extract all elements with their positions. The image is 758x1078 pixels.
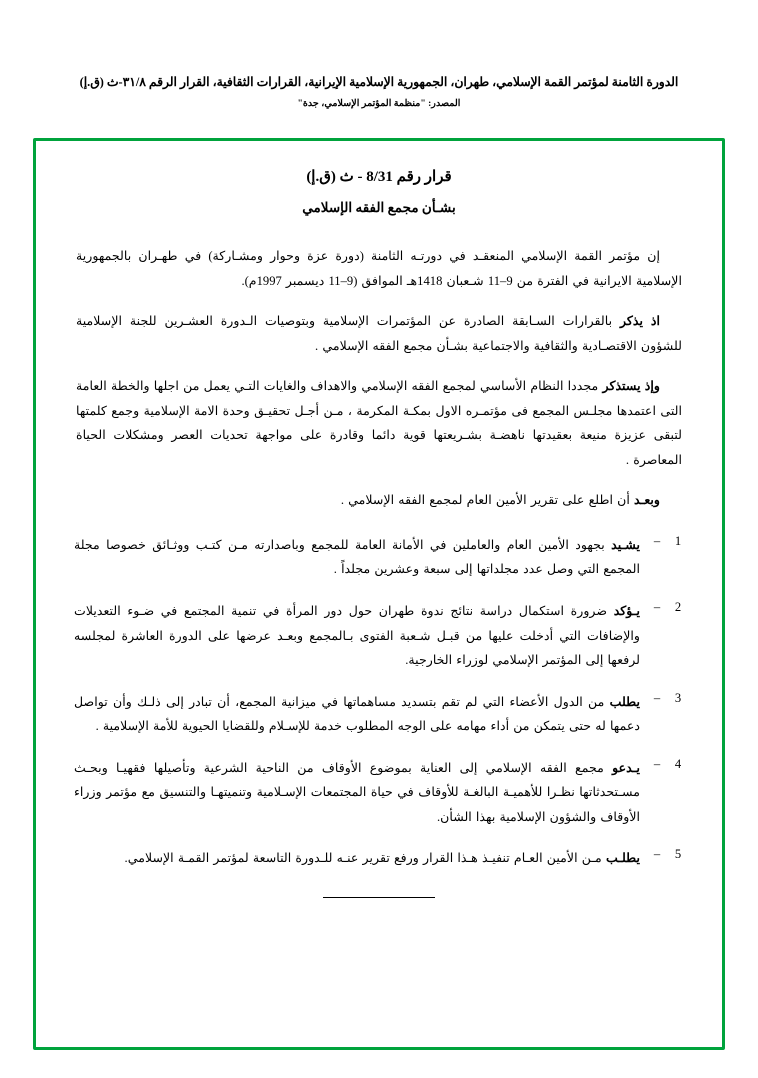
list-item (70, 690, 688, 739)
preamble-lead: وإذ يستذكر (602, 379, 660, 394)
preamble-paragraph (70, 374, 688, 472)
preamble-text: مجددا النظام الأساسي لمجمع الفقه الإسلامي والاهداف والغايات التـي يعمل من اجلها والخطة العامة التى اعتمدها مجلـس المجمع فى مؤتمـره الاول بمكـة المكرمة ، مـن أجـل تحقيـق وحدة الامة الإسلامية وجمع كلمتها لتبقى عزيزة منيعة بعقيدتها ناهضـة بشـريعتها قوية دائما وقادرة على مواجهة تحديات العصر ومشكلات الحياة المعاصرة . (76, 379, 682, 467)
item-text (70, 846, 646, 871)
item-body: مـن الأمين العـام تنفيـذ هـذا القرار ورفع تقرير عنـه للـدورة التاسعة لمؤتمر القمـة الإسلامي. (124, 851, 602, 866)
resolution-frame (33, 138, 725, 1050)
preamble-lead: اذ يذكر (619, 314, 660, 329)
preamble-paragraph (70, 244, 688, 293)
preamble-text: أن اطلع على تقرير الأمين العام لمجمع الفقه الإسلامي . (340, 493, 630, 508)
list-item (70, 756, 688, 830)
item-text (70, 533, 646, 582)
item-text (70, 599, 646, 673)
list-item (70, 533, 688, 582)
item-dash: – (653, 600, 661, 615)
page-header (0, 0, 758, 109)
item-number: 5 (674, 847, 682, 862)
preamble-paragraph (70, 309, 688, 358)
resolution-items (70, 533, 688, 871)
item-body: ضرورة استكمال دراسة نتائج ندوة طهران حول دور المرأة في تنمية المجتمع في ضـوء التعديلات والإضافات التي أدخلت عليها من قبـل شـعبة الفتوى بـالمجمع وبعـد عرضها على الدورة العاشرة لمجلسه لرفعها إلى المؤتمر الإسلامي لوزراء الخارجية. (74, 604, 640, 668)
item-number: 2 (674, 600, 682, 615)
item-text (70, 756, 646, 830)
footer-divider (323, 897, 435, 898)
header-source: المصدر: "منظمة المؤتمر الإسلامي، جدة" (297, 97, 461, 109)
item-number: 3 (674, 690, 682, 705)
item-body: من الدول الأعضاء التي لم تقم بتسديد مساهماتها في ميزانية المجمع، أن تبادر إلى ذلـك وأن تواصل دعمها له حتى يتمكن من أداء مهامه على الوجه المطلوب خدمة للإسـلام وللقضايا الحيوية للأمة الإسلامية . (74, 694, 640, 734)
item-lead: يشـيد (611, 537, 640, 552)
item-number: 4 (674, 756, 682, 771)
preamble-text: بالقرارات السـابقة الصادرة عن المؤتمرات الإسلامية وبتوصيات الـدورة العشـرين للجنة الإسلامية للشؤون الاقتصـادية والثقافية والاجتماعية بشـأن مجمع الفقه الإسلامي . (76, 314, 682, 353)
item-number: 1 (674, 533, 682, 548)
list-item (70, 599, 688, 673)
item-body: بجهود الأمين العام والعاملين في الأمانة العامة للمجمع وباصدارته مـن كتـب ووثـائق خصوصا مجلة المجمع التي وصل عدد مجلداتها إلى سبعة وعشرين مجلداً . (74, 537, 640, 577)
item-dash: – (653, 847, 661, 862)
item-lead: يطلـب (605, 851, 640, 866)
header-title: الدورة الثامنة لمؤتمر القمة الإسلامي، طهران، الجمهورية الإسلامية الإيرانية، القرارات الثقافية، القرار الرقم ٣١/٨-ث (ق.إ) (79, 75, 679, 89)
preamble-lead: وبعـد (634, 493, 660, 508)
item-lead: يطلب (609, 694, 640, 709)
item-dash: – (653, 690, 661, 705)
resolution-subtitle: بشـأن مجمع الفقه الإسلامي (302, 200, 456, 215)
item-body: مجمع الفقه الإسلامي إلى العناية بموضوع الأوقاف من الناحية الشرعية وتأصيلها فقهيـا وبحـث مسـتحدثاتها نظـرا للأهميـة البالغـة للأوقاف في حياة المجتمعات الإسـلامية وتنميتهـا والتنسيق مع مؤتمر وزراء الأوقاف والشؤون الإسلامية بهذا الشأن. (74, 760, 640, 824)
item-dash: – (653, 756, 661, 771)
list-item (70, 846, 688, 871)
resolution-title: قرار رقم 8/31 - ث (ق.إ) (306, 169, 452, 185)
item-text (70, 690, 646, 739)
item-lead: يـؤكد (613, 604, 640, 619)
preamble-text: إن مؤتمر القمة الإسلامي المنعقـد في دورتـه الثامنة (دورة عزة وحوار ومشـاركة) في طهـران بالجمهورية الإسلامية الايرانية في الفترة من 9–11 شـعبان 1418هـ الموافق (9–11 ديسمبر 1997م). (76, 249, 682, 288)
item-dash: – (653, 533, 661, 548)
preamble-paragraph (70, 488, 688, 513)
item-lead: يـدعو (612, 760, 640, 775)
